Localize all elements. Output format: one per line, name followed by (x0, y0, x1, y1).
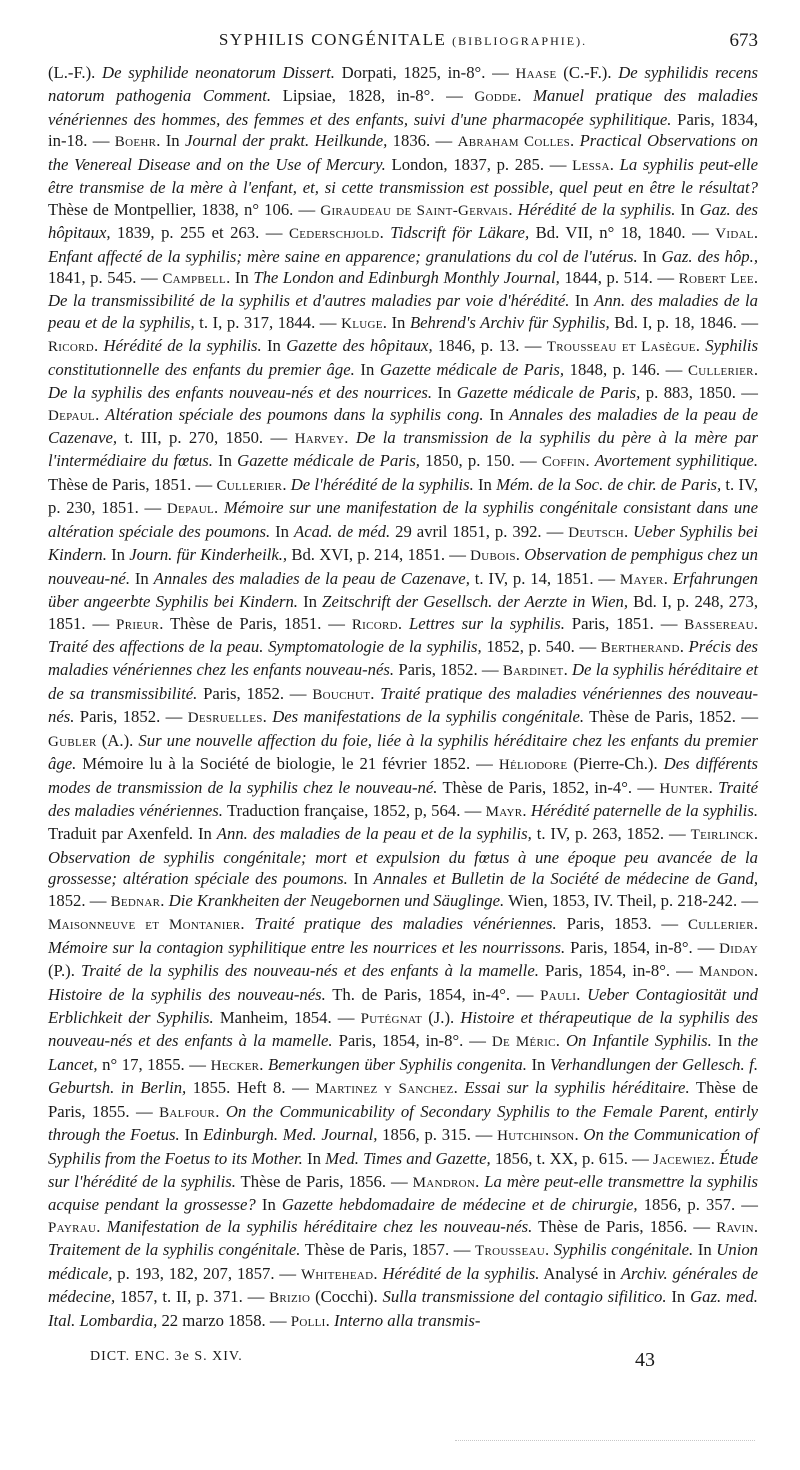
author-name: Whitehead (300, 1266, 374, 1283)
work-title: Lettres sur la syphilis. (408, 613, 565, 633)
citation-text: Mémoire lu à la Société de biologie, le 21 février 1852. — (76, 754, 499, 774)
citation-text: . (282, 474, 291, 494)
citation-text: Thèse de Paris, 1856. — (532, 1216, 717, 1236)
work-title: Interno alla transmis- (333, 1310, 481, 1330)
running-title (48, 30, 758, 50)
citation-text: . In (382, 312, 410, 332)
citation-text: . (453, 1078, 465, 1098)
citation-text: . (325, 1310, 334, 1330)
citation-text: . (213, 498, 224, 518)
work-title: Erfahrungen über angeerbte Syphilis bei Kindern. (48, 568, 759, 612)
author-name: Diday (719, 940, 758, 957)
citation-text: London, 1837, p. 285. — (385, 154, 573, 174)
author-name: Abraham Colles (457, 134, 571, 151)
citation-text: 1844, p. 514. — (559, 267, 679, 287)
work-title: De la syphilis des enfants nouveau-nés et des nourrices. (48, 383, 433, 403)
author-name: De Méric (491, 1034, 556, 1051)
citation-text: . (695, 336, 706, 356)
citation-text: . (753, 613, 759, 633)
author-name: Mayer (619, 571, 664, 588)
work-title: The London and Edinburgh Monthly Journal, (253, 267, 560, 287)
citation-text: Thèse de Paris, 1852, in-4°. — (437, 777, 660, 797)
work-title: Hérédité de la syphilis. (517, 199, 676, 219)
author-name: Maisonneuve et Montanier (48, 917, 241, 934)
author-name: Ricord (48, 339, 95, 356)
work-title: Traitement de la syphilis congénitale. (48, 1240, 301, 1260)
work-title: Mémoire sur une manifestation de la syphilis congénitale consistant dans une altération spéciale des poumons. (48, 498, 758, 541)
citation-text: Bd. I, p. 18, 1846. — (609, 312, 759, 332)
page-number: 673 (729, 30, 758, 51)
title-subtitle: (BIBLIOGRAPHIE). (452, 34, 588, 48)
citation-text: . (517, 86, 534, 106)
citation-text: Traduit par Axenfeld. In (48, 824, 217, 844)
citation-text: . (753, 824, 758, 844)
work-title: Journ. für Kinderheilk., (129, 545, 288, 565)
citation-text: . Thèse de Paris, 1851. — (159, 613, 352, 633)
author-name: Pauli (540, 987, 577, 1004)
citation-text: Wien, 1853, IV. Theil, p. 218-242. — (504, 890, 759, 910)
work-title: Die Krankheiten der Neugebornen und Säuglinge. (168, 890, 505, 910)
work-title: De l'hérédité de la syphilis. (290, 474, 474, 494)
author-name: Robert Lee (678, 270, 754, 287)
citation-text: 1848, p. 146. — (564, 359, 688, 379)
citation-text: Paris, 1854, in-8°. — (565, 937, 720, 957)
citation-text: In (347, 869, 374, 889)
citation-text: Bd. VII, n° 18, 1840. — (529, 223, 716, 243)
work-title: Acad. de méd. (294, 521, 391, 541)
citation-text: . (94, 336, 104, 356)
citation-text: t. III, p. 270, 1850. — (117, 428, 295, 447)
citation-text: (P.). (48, 961, 81, 981)
bibliography-text (48, 62, 758, 1333)
citation-text: t. I, p. 317, 1844. — (194, 312, 342, 332)
work-title: Gaz. med. Ital. Lombardia, (48, 1287, 758, 1330)
citation-text: In (666, 1287, 691, 1307)
citation-text: Thèse de Paris, 1856. — (235, 1172, 413, 1191)
work-title: Journal der prakt. Heilkunde, (184, 131, 388, 151)
citation-text: Paris, 1854, in-8°. — (538, 961, 699, 981)
work-title: Altération spéciale des poumons dans la syphilis cong. (105, 404, 484, 424)
author-name: Bertherand (600, 639, 680, 656)
work-title: Tidscrift för Läkare, (390, 223, 530, 243)
citation-text: In (693, 1240, 717, 1260)
work-title: Gazette médicale de Paris, (456, 383, 641, 403)
citation-text: . (753, 267, 759, 287)
bleed-through-rule (455, 1440, 755, 1445)
citation-text: In (297, 592, 323, 612)
author-name: Desruelles (187, 710, 263, 727)
citation-text: 22 marzo 1858. — (157, 1310, 291, 1330)
citation-text: In (212, 451, 238, 471)
work-title: Bemerkungen über Syphilis congenita. (268, 1054, 527, 1074)
citation-text: . In (226, 267, 254, 287)
citation-text: In (130, 568, 154, 588)
citation-text: In (302, 1148, 326, 1168)
author-name: Héliodore (498, 757, 568, 774)
author-name: Putégnat (360, 1010, 423, 1027)
author-name: Godde (474, 89, 518, 106)
citation-text: 1841, p. 545. — (48, 267, 163, 287)
work-title: Manuel pratique des maladies vénériennes des hommes, des femmes et des enfants, suivi d'une pharmacopée syphilitique. (48, 86, 758, 129)
citation-text: (J.). (422, 1007, 461, 1027)
citation-text: (Pierre-Ch.). (567, 754, 664, 774)
work-title: Essai sur la syphilis héréditaire. (464, 1078, 690, 1098)
citation-text: In (637, 246, 662, 266)
work-title: Zeitschrift der Gesellsch. der Aerzte in Wien, (322, 592, 629, 612)
author-name: Ricord (351, 616, 398, 633)
citation-text: . (96, 1216, 107, 1236)
citation-text: In (473, 474, 497, 494)
author-name: Deutsch (568, 524, 624, 541)
citation-text: . (753, 1216, 758, 1236)
author-name: Campbell (162, 270, 227, 287)
citation-text: . (259, 1054, 269, 1074)
citation-text: . (623, 521, 634, 541)
citation-text: . (585, 451, 595, 471)
citation-text: . (262, 707, 273, 727)
author-name: Vidal (715, 226, 754, 243)
author-name: Harvey (294, 431, 345, 447)
citation-text: 1850, p. 150. — (419, 451, 542, 471)
work-title: Hérédité de la syphilis. (103, 336, 262, 356)
citation-text: . (508, 199, 518, 219)
author-name: Bednar (110, 893, 161, 910)
citation-text: . (710, 1148, 720, 1168)
citation-text: t. IV, p. 263, 1852. — (531, 824, 691, 844)
citation-text: n° 17, 1855. — (97, 1054, 211, 1074)
citation-text: Paris, 1834, in-18. — (48, 109, 759, 151)
citation-text: 1846, p. 13. — (432, 336, 547, 356)
author-name: Hunter (659, 780, 709, 797)
citation-text: 1857, t. II, p. 371. — (115, 1287, 270, 1307)
work-title: Avortement syphilitique. (594, 451, 759, 471)
work-title: Ann. des maladies de la peau et de la syphilis, (48, 291, 758, 332)
work-title: Enfant affecté de la syphilis; mère saine en apparence; granulations du col de l'utérus. (48, 246, 638, 266)
work-title: Gazette médicale de Paris, (379, 359, 564, 379)
citation-text: In (569, 291, 595, 311)
work-title: Syphilis congénitale. (553, 1240, 694, 1260)
citation-text: Thèse de Paris, 1852. — (584, 707, 759, 727)
citation-text: In (354, 359, 380, 379)
work-title: Mémoire sur la contagion syphilitique entre les nourrices et les nourrissons. (48, 937, 566, 957)
author-name: Giraudeau de Saint-Gervais (320, 202, 509, 219)
author-name: Mayr (485, 804, 523, 820)
work-title: the Lancet, (48, 1031, 759, 1074)
work-title: La mère peut-elle transmettre la syphilis acquise pendant la grossesse? (48, 1172, 759, 1215)
work-title: Des manifestations de la syphilis congénitale. (272, 707, 585, 727)
citation-text: In (255, 1195, 282, 1215)
citation-text: Dorpati, 1825, in-8°. — (334, 63, 516, 82)
citation-text: Thèse de Paris, 1857. — (300, 1240, 476, 1260)
work-title: Syphilis constitutionnelle des enfants du premier âge. (48, 336, 759, 379)
citation-text: Thèse de Montpellier, 1838, n° 106. — (48, 199, 321, 219)
author-name: Bassereau (684, 616, 754, 633)
author-name: Cullerier (687, 362, 754, 379)
citation-text: . In (156, 131, 185, 151)
citation-text: 1852. — (48, 890, 111, 910)
work-title: Annales et Bulletin de la Société de médecine de Gand, (373, 869, 759, 889)
author-name: Cullerier (687, 917, 754, 934)
citation-text: 1855. Heft 8. — (186, 1078, 316, 1098)
work-title: Archiv. générales de médecine, (48, 1263, 759, 1307)
work-title: Gaz. des hôp., (661, 246, 758, 266)
work-title: Observation de pemphigus chez un nouveau-né. (48, 545, 758, 588)
citation-text: . (373, 1263, 383, 1283)
author-name: Dubois (470, 548, 516, 565)
citation-text: In (106, 545, 130, 565)
citation-text: In (179, 1125, 204, 1145)
citation-text: In (526, 1054, 550, 1074)
work-title: Étude sur l'hérédité de la syphilis. (48, 1148, 759, 1191)
work-title: Sur une nouvelle affection du foie, liée à la syphilis héréditaire chez les enfants du premier âge. (48, 730, 758, 774)
citation-text: (Cocchi). (310, 1287, 383, 1307)
work-title: Hérédité paternelle de la syphilis. (530, 801, 758, 820)
work-title: La syphilis peut-elle être transmise de la mère à l'enfant, et, si cette transmission est possible, quel peut en être le résultat? (48, 154, 758, 198)
author-name: Cullerier (216, 477, 283, 494)
citation-text: Th. de Paris, 1854, in-4°. — (325, 984, 541, 1004)
author-name: Trousseau (475, 1243, 545, 1260)
citation-text: 1836. — (387, 131, 458, 151)
citation-text: Bd. XVI, p. 214, 1851. — (287, 545, 471, 565)
citation-text: Bd. I, p. 248, 273, 1851. — (48, 592, 759, 633)
author-name: Bardinet (502, 663, 564, 680)
work-title: Behrend's Archiv für Syphilis, (409, 312, 610, 332)
citation-text: 1856, p. 357. — (637, 1195, 758, 1215)
citation-text: . (370, 683, 381, 703)
citation-text: . (522, 801, 531, 820)
work-title: Annales des maladies de la peau de Cazenave, (153, 568, 470, 588)
work-title: Edinburgh. Med. Journal, (203, 1125, 378, 1145)
work-title: De la syphilis héréditaire et de sa transmissibilité. (48, 660, 758, 703)
author-name: Haase (515, 66, 557, 82)
citation-text: Thèse de Paris, 1855. — (48, 1078, 759, 1121)
author-name: Martinez y Sanchez (315, 1081, 454, 1098)
citation-text: In (432, 383, 457, 403)
citation-text: . (753, 223, 759, 243)
author-name: Teirlinck (690, 827, 754, 844)
work-title: De la transmissibilité de la syphilis et d'autres maladies par voie d'hérédité. (48, 291, 570, 311)
work-title: Gaz. des hôpitaux, (48, 199, 759, 243)
author-name: Polli (290, 1313, 326, 1330)
author-name: Mandon (698, 964, 754, 981)
citation-text: Thèse de Paris, 1851. — (48, 474, 217, 494)
citation-text: . (708, 777, 719, 797)
work-title: Mém. de la Soc. de chir. de Paris, (496, 474, 722, 494)
citation-text: Manheim, 1854. — (213, 1007, 361, 1027)
citation-text: . (663, 568, 673, 588)
citation-text: . (344, 428, 356, 447)
citation-text: Paris, 1852. — (197, 683, 313, 703)
work-title: Annales des maladies de la peau de Cazenave, (48, 404, 759, 447)
author-name: Coffin (541, 454, 586, 471)
citation-text: (L.-F.). (48, 63, 103, 82)
citation-text: . (475, 1172, 485, 1191)
signature-mark: DICT. ENC. 3e S. XIV. (90, 1349, 243, 1364)
running-header (48, 30, 758, 56)
work-title: De syphilide neonatorum Dissert. (102, 63, 335, 82)
work-title: On the Communicability of Secondary Syphilis to the Female Parent, entirly through the Foetus. (48, 1101, 759, 1145)
citation-text: . (397, 613, 409, 633)
author-name: Bouchut (312, 686, 371, 703)
author-name: Lessa (572, 157, 610, 174)
work-title: Gazette médicale de Paris, (237, 451, 420, 471)
citation-text: . (515, 545, 525, 565)
work-title: Practical Observations on the Venereal Disease and on the Use of Mercury. (48, 131, 759, 174)
citation-text: In (711, 1031, 738, 1051)
citation-text: . (215, 1101, 226, 1121)
work-title: Gazette hebdomadaire de médecine et de chirurgie, (281, 1195, 638, 1215)
citation-text: 29 avril 1851, p. 392. — (390, 521, 569, 541)
citation-text: In (261, 336, 287, 356)
work-title: Ueber Syphilis bei Kindern. (48, 521, 759, 565)
citation-text: Paris, 1852. — (74, 707, 188, 727)
citation-text: Paris, 1851. — (564, 613, 685, 633)
work-title: Traité de la syphilis des nouveau-nés et des enfants à la mamelle. (81, 961, 539, 981)
folio-number: 43 (635, 1349, 655, 1371)
work-title: Ueber Contagiosität und Erblichkeit der Syphilis. (48, 984, 759, 1027)
citation-text: t. IV, p. 14, 1851. — (469, 568, 620, 588)
work-title: Traité des affections de la peau. Symptomatologie de la syphilis, (48, 636, 482, 656)
work-title: On the Communication of Syphilis from the Foetus to its Mother. (48, 1125, 759, 1168)
author-name: Prieur (116, 616, 160, 633)
citation-text: . (379, 223, 391, 243)
citation-text: . (753, 961, 758, 981)
citation-text: . (544, 1240, 554, 1260)
author-name: Cederschjold (288, 226, 380, 243)
citation-text: . (574, 1125, 584, 1145)
author-name: Brizio (269, 1290, 311, 1307)
citation-text: . (555, 1031, 566, 1051)
citation-text: In (270, 521, 294, 541)
citation-text: 1856, p. 315. — (377, 1125, 498, 1145)
author-name: Ravin (716, 1219, 754, 1236)
citation-text: 1856, t. XX, p. 615. — (490, 1148, 653, 1168)
work-title: Verhandlungen der Gellesch. f. Geburtsh. in Berlin, (48, 1054, 758, 1098)
citation-text: Paris, 1854, in-8°. — (332, 1031, 492, 1051)
work-title: De la transmission de la syphilis du père à la mère par l'intermédiaire du fœtus. (48, 428, 759, 471)
citation-text: . (609, 154, 620, 174)
citation-text: . (240, 914, 255, 934)
citation-text: . (570, 131, 580, 151)
author-name: Trousseau et Lasègue (546, 339, 696, 356)
work-title: Observation de syphilis congénitale; mort et expulsion du fœtus à une époque peu avancée de la grossesse; altération spéciale des poumons. (48, 847, 758, 889)
work-title: Sulla transmissione del contagio sifilitico. (382, 1287, 667, 1307)
author-name: Depaul (48, 407, 96, 424)
work-title: Traité pratique des maladies vénériennes. (254, 914, 557, 934)
citation-text: . (160, 890, 169, 910)
page-footer (90, 1349, 655, 1373)
author-name: Balfour (159, 1104, 216, 1121)
work-title: Histoire de la syphilis des nouveau-nés. (48, 984, 326, 1004)
work-title: Union médicale, (48, 1240, 759, 1283)
author-name: Boehr (114, 134, 157, 151)
work-title: Traité des maladies vénériennes. (48, 777, 758, 820)
citation-text: . (563, 660, 572, 680)
author-name: Jacewiez (652, 1151, 711, 1168)
title-main: SYPHILIS CONGÉNITALE (218, 30, 447, 49)
citation-text: Paris, 1852. — (394, 660, 503, 680)
citation-text: p. 193, 182, 207, 1857. — (112, 1263, 301, 1283)
citation-text: . (753, 359, 758, 379)
citation-text: . (679, 636, 689, 656)
citation-text: . (576, 984, 588, 1004)
work-title: De syphilidis recens natorum pathogenia Comment. (48, 63, 758, 106)
citation-text: In (675, 199, 700, 219)
author-name: Kluge (341, 315, 383, 332)
work-title: Manifestation de la syphilis héréditaire chez les nouveau-nés. (106, 1216, 533, 1236)
citation-text: . (753, 914, 759, 934)
author-name: Depaul (166, 501, 214, 518)
work-title: Histoire et thérapeutique de la syphilis des nouveau-nés et des enfants à la mamelle. (48, 1007, 758, 1051)
work-title: Précis des maladies vénériennes chez les enfants nouveau-nés. (48, 636, 759, 680)
work-title: Med. Times and Gazette, (325, 1148, 491, 1168)
work-title: Traité pratique des maladies vénériennes des nouveau-nés. (48, 683, 759, 727)
citation-text: (C.-F.). (556, 63, 619, 82)
citation-text: 1852, p. 540. — (481, 636, 601, 656)
citation-text: t. IV, p. 230, 1851. — (48, 474, 759, 518)
work-title: Des différents modes de transmission de la syphilis chez le nouveau-né. (48, 754, 758, 797)
author-name: Payrau (48, 1219, 97, 1236)
work-title: Gazette des hôpitaux, (286, 336, 433, 356)
citation-text: . (95, 404, 106, 424)
author-name: Hecker (210, 1057, 260, 1074)
author-name: Mandron (412, 1175, 476, 1191)
author-name: Hutchinson (497, 1128, 575, 1145)
citation-text: Lipsiae, 1828, in-8°. — (271, 86, 475, 106)
work-title: On Infantile Syphilis. (565, 1031, 712, 1051)
citation-text: Paris, 1853. — (556, 914, 688, 934)
author-name: Gubler (48, 733, 97, 750)
citation-text: In (483, 404, 510, 424)
citation-text: Analysé in (539, 1263, 621, 1283)
citation-text: p. 883, 1850. — (640, 383, 758, 403)
citation-text: (A.). (96, 730, 139, 750)
citation-text: 1839, p. 255 et 263. — (110, 223, 289, 243)
work-title: Hérédité de la syphilis. (382, 1263, 540, 1283)
citation-text: Traduction française, 1852, p, 564. — (222, 801, 486, 820)
work-title: Ann. des maladies de la peau et de la syphilis, (216, 824, 532, 844)
